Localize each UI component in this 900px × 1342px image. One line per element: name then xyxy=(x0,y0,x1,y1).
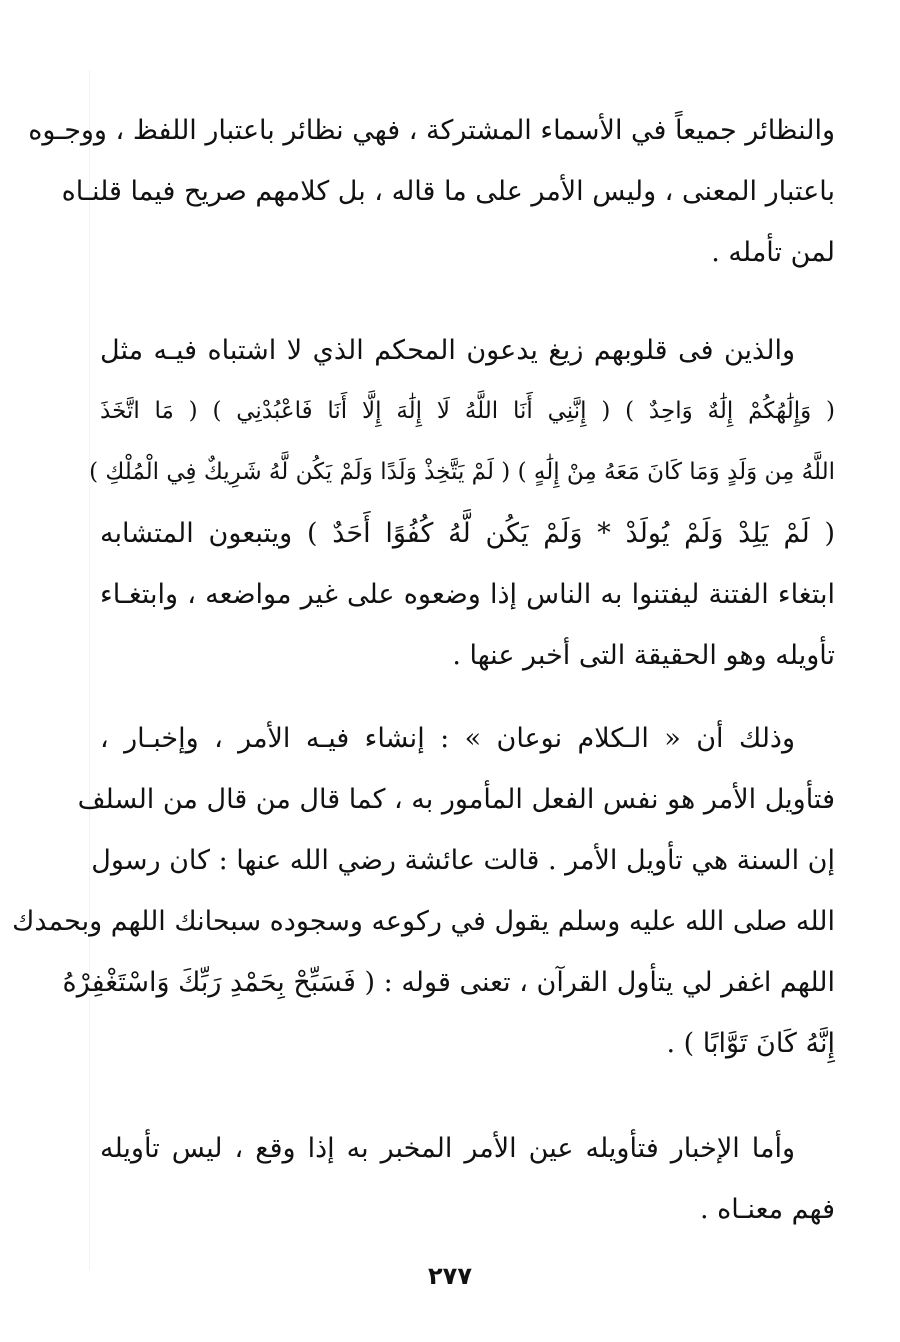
text-line: تأويله وهو الحقيقة التى أخبر عنها . xyxy=(452,640,835,671)
text-line: ابتغاء الفتنة ليفتنوا به الناس إذا وضعوه على غير مواضعه ، وابتغـاء xyxy=(100,579,835,610)
text-line: اللهم اغفر لي يتأول القرآن ، تعنى قوله : ( فَسَبِّحْ بِحَمْدِ رَبِّكَ وَاسْتَغْفِرْهُ xyxy=(62,967,835,998)
text-line: لمن تأمله . xyxy=(711,237,835,268)
text-line: إن السنة هي تأويل الأمر . قالت عائشة رضي الله عنها : كان رسول xyxy=(91,845,835,876)
text-line: فتأويل الأمر هو نفس الفعل المأمور به ، كما قال من قال من السلف xyxy=(77,784,835,815)
text-line: والذين فى قلوبهم زيغ يدعون المحكم الذي لا اشتباه فيـه مثل xyxy=(100,335,795,366)
paragraph-1 xyxy=(28,100,835,283)
text-line: ( لَمْ يَلِدْ وَلَمْ يُولَدْ * وَلَمْ يَكُن لَّهُ كُفُوًا أَحَدٌ ) ويتبعون المتشابه xyxy=(100,518,835,549)
text-line: إِنَّهُ كَانَ تَوَّابًا ) . xyxy=(666,1028,835,1059)
text-line: الله صلى الله عليه وسلم يقول في ركوعه وسجوده سبحانك اللهم وبحمدك xyxy=(12,906,835,937)
paragraph-4 xyxy=(100,1118,835,1240)
text-line: والنظائر جميعاً في الأسماء المشتركة ، فهي نظائر باعتبار اللفظ ، ووجـوه xyxy=(28,115,835,146)
quran-verse-line: اللَّهُ مِن وَلَدٍ وَمَا كَانَ مَعَهُ مِنْ إِلَٰهٍ ) ( لَمْ يَتَّخِذْ وَلَدًا وَلَمْ يَكُن لَّهُ شَرِيكٌ فِي الْمُلْكِ ) xyxy=(89,459,835,485)
quran-verse-line: ( وَإِلَٰهُكُمْ إِلَٰهٌ وَاحِدٌ ) ( إِنَّنِي أَنَا اللَّهُ لَا إِلَٰهَ إِلَّا أَنَا فَاعْبُدْنِي ) ( مَا اتَّخَذَ xyxy=(100,398,835,424)
paragraph-3 xyxy=(12,708,835,1074)
text-line: فهم معنـاه . xyxy=(700,1194,835,1225)
page-number: ٢٧٧ xyxy=(428,1262,472,1290)
scan-margin-line xyxy=(89,70,90,1270)
paragraph-2 xyxy=(89,320,835,686)
text-line: باعتبار المعنى ، وليس الأمر على ما قاله ، بل كلامهم صريح فيما قلنـاه xyxy=(61,176,835,207)
text-line: وأما الإخبار فتأويله عين الأمر المخبر به إذا وقع ، ليس تأويله xyxy=(100,1133,795,1164)
text-line: وذلك أن « الـكلام نوعان » : إنشاء فيـه الأمر ، وإخبـار ، xyxy=(100,723,795,754)
